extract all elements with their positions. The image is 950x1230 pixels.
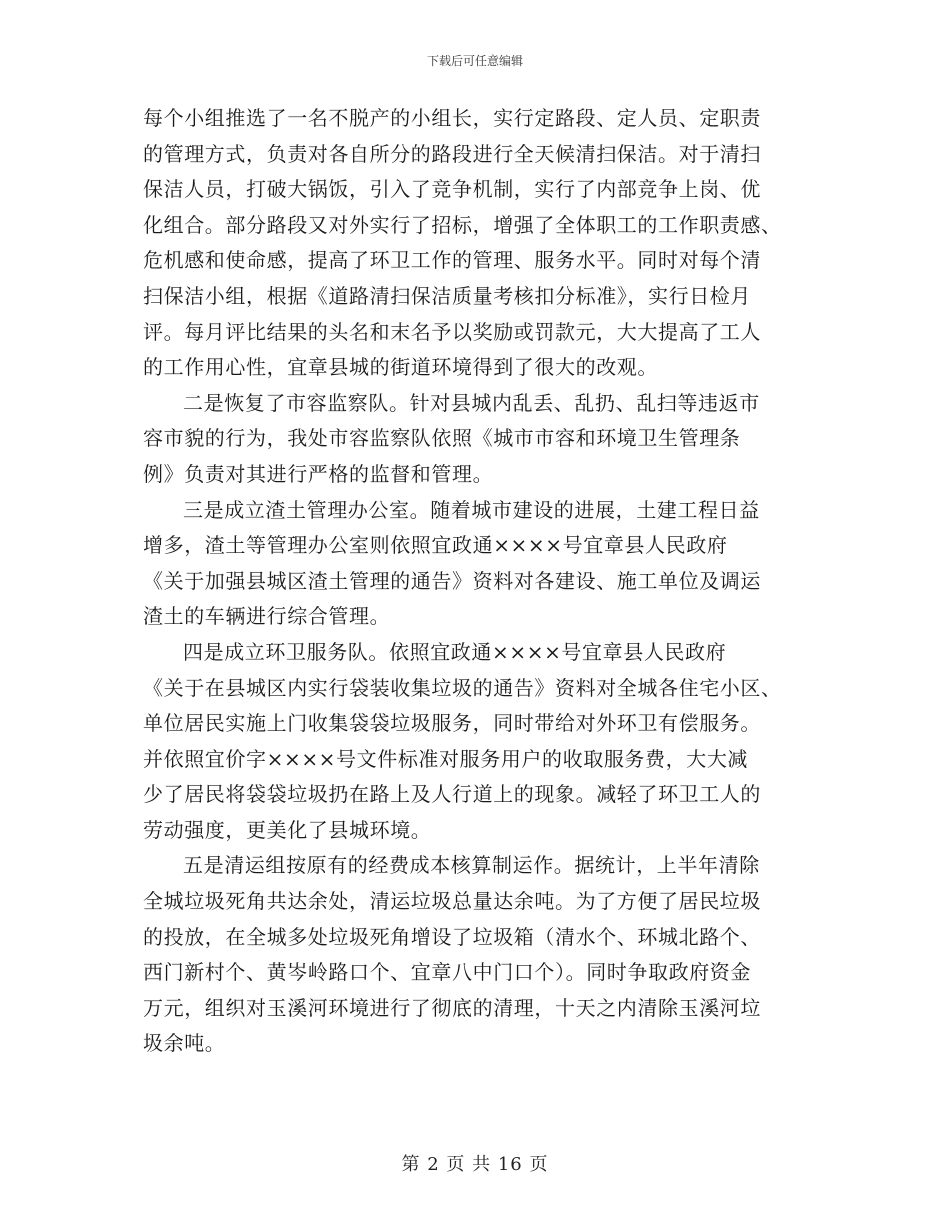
text-line: 的投放，在全城多处垃圾死角增设了垃圾箱（清水个、环城北路个、 xyxy=(143,924,761,949)
text-line: 增多，渣土等管理办公室则依照宜政通××××号宜章县人民政府 xyxy=(143,533,728,558)
text-line: 西门新村个、黄岑岭路口个、宜章八中门口个）。同时争取政府资金 xyxy=(143,960,751,985)
text-line: 万元，组织对玉溪河环境进行了彻底的清理，十天之内清除玉溪河垃 xyxy=(143,995,761,1020)
text-line: 危机感和使命感，提高了环卫工作的管理、服务水平。同时对每个清 xyxy=(143,248,761,273)
text-line: 每个小组推选了一名不脱产的小组长，实行定路段、定人员、定职责 xyxy=(143,106,761,130)
text-line: 《关于加强县城区渣土管理的通告》资料对各建设、施工单位及调运 xyxy=(143,568,761,593)
text-line: 《关于在县城区内实行袋装收集垃圾的通告》资料对全城各住宅小区、 xyxy=(143,675,782,700)
paragraph-start-line: 四是成立环卫服务队。依照宜政通××××号宜章县人民政府 xyxy=(183,639,727,664)
text-line: 少了居民将袋袋垃圾扔在路上及人行道上的现象。减轻了环卫工人的 xyxy=(143,782,761,807)
text-line: 单位居民实施上门收集袋袋垃圾服务，同时带给对外环卫有偿服务。 xyxy=(143,711,761,736)
paragraph-start-line: 三是成立渣土管理办公室。随着城市建设的进展，土建工程日益 xyxy=(183,497,760,522)
text-line: 渣土的车辆进行综合管理。 xyxy=(143,604,391,629)
text-line: 化组合。部分路段又对外实行了招标，增强了全体职工的工作职责感、 xyxy=(143,212,782,237)
text-line: 的管理方式，负责对各自所分的路段进行全天候清扫保洁。对于清扫 xyxy=(143,141,761,166)
text-line: 容市貌的行为，我处市容监察队依照《城市市容和环境卫生管理条 xyxy=(143,426,741,451)
text-line: 全城垃圾死角共达余处，清运垃圾总量达余吨。为了方便了居民垃圾 xyxy=(143,889,761,914)
page-number-footer: 第 2 页 共 16 页 xyxy=(401,1154,549,1175)
paragraph-start-line: 二是恢复了市容监察队。针对县城内乱丢、乱扔、乱扫等违返市 xyxy=(183,390,760,415)
text-line: 保洁人员，打破大锅饭，引入了竞争机制，实行了内部竞争上岗、优 xyxy=(143,177,761,202)
document-body xyxy=(143,101,803,1062)
text-line: 的工作用心性，宜章县城的街道环境得到了很大的改观。 xyxy=(143,355,658,380)
text-line: 劳动强度，更美化了县城环境。 xyxy=(143,817,432,842)
text-line: 圾余吨。 xyxy=(143,1031,226,1056)
text-line: 扫保洁小组，根据《道路清扫保洁质量考核扣分标准》，实行日检月 xyxy=(143,283,751,308)
text-line: 并依照宜价字××××号文件标准对服务用户的收取服务费，大大减 xyxy=(143,746,749,771)
text-line: 评。每月评比结果的头名和末名予以奖励或罚款元，大大提高了工人 xyxy=(143,319,761,344)
text-line: 例》负责对其进行严格的监督和管理。 xyxy=(143,461,494,486)
page-header: 下载后可任意编辑 xyxy=(426,54,523,68)
paragraph-start-line: 五是清运组按原有的经费成本核算制运作。据统计，上半年清除 xyxy=(183,853,760,878)
